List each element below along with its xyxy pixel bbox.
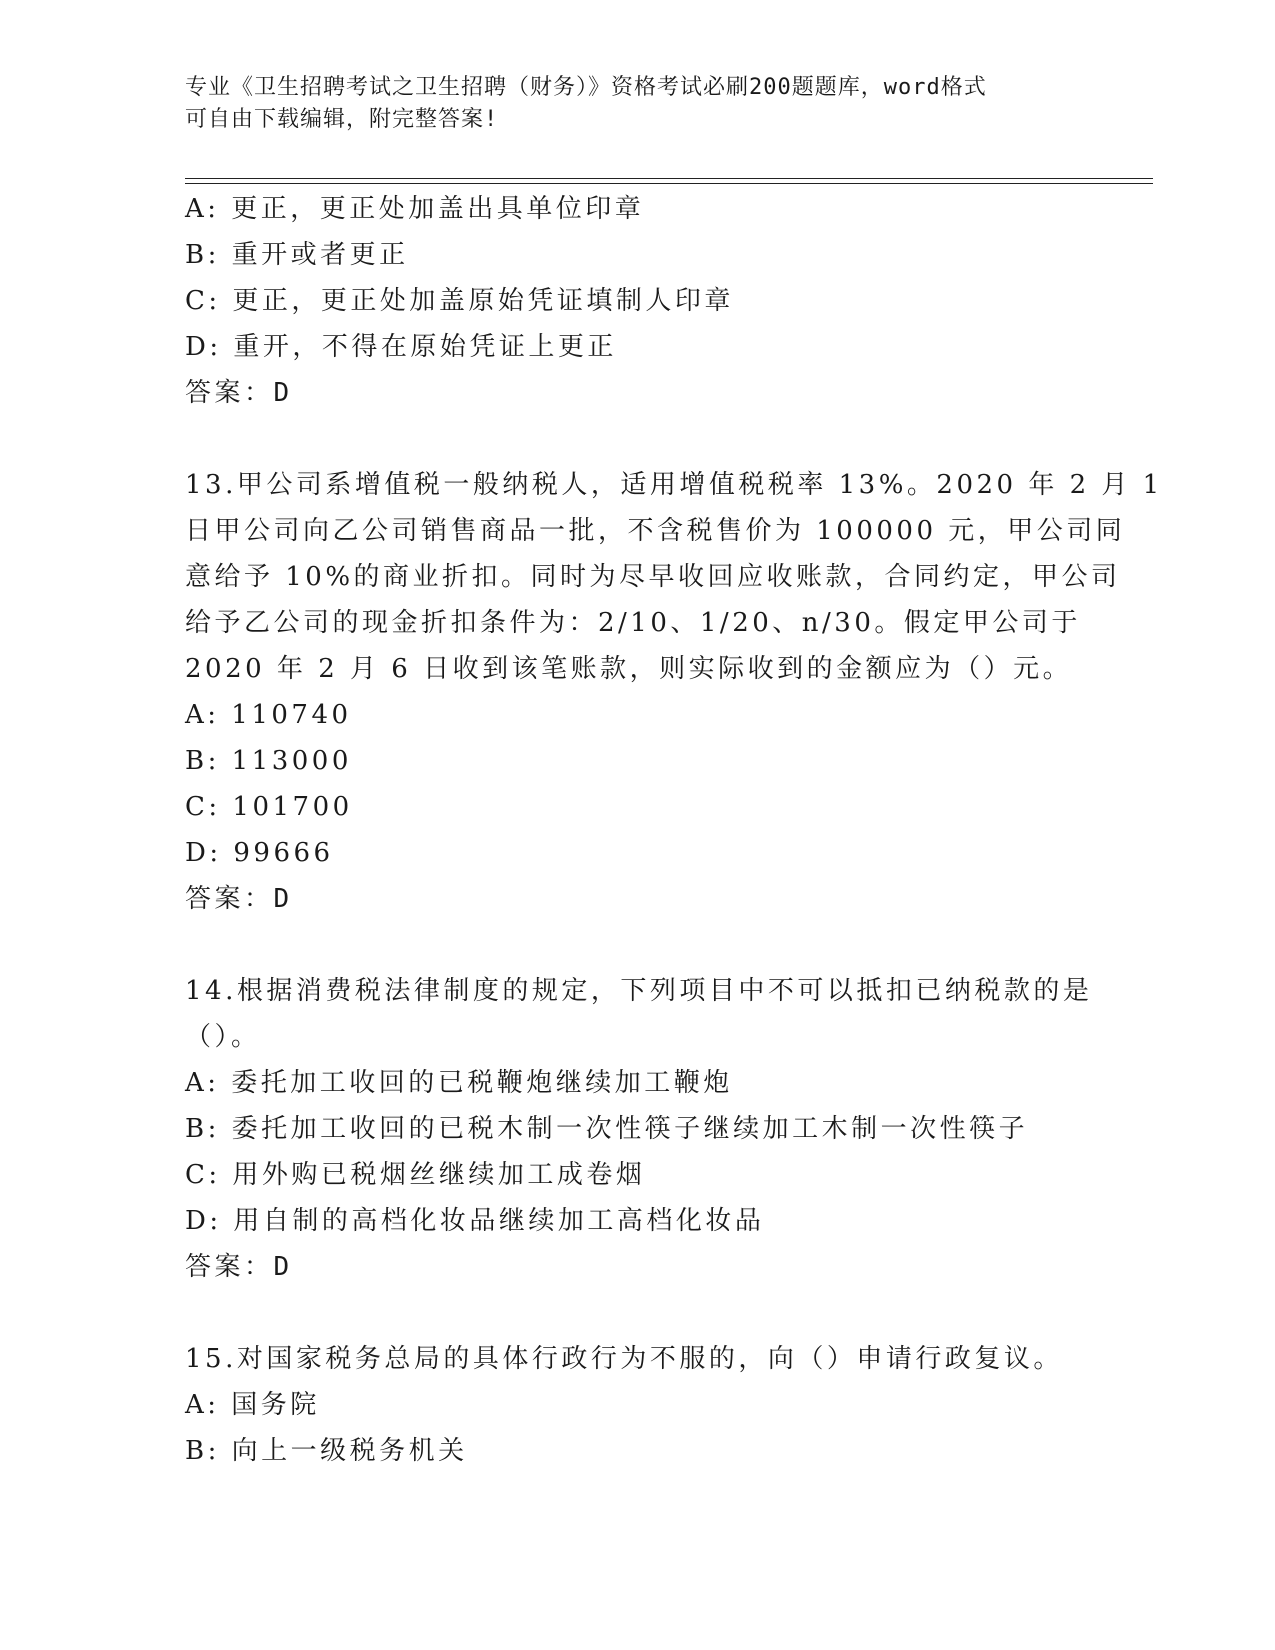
question-text-line: 14.根据消费税法律制度的规定，下列项目中不可以抵扣已纳税款的是 bbox=[185, 976, 1093, 1006]
option-b: B: 向上一级税务机关 bbox=[185, 1436, 468, 1466]
header-line-2: 可自由下载编辑，附完整答案! bbox=[185, 107, 499, 132]
option-a: A: 更正，更正处加盖出具单位印章 bbox=[185, 194, 645, 224]
question-text-line: 给予乙公司的现金折扣条件为：2/10、1/20、n/30。假定甲公司于 bbox=[185, 608, 1081, 638]
question-list bbox=[185, 186, 1163, 1474]
option-a: A: 110740 bbox=[185, 700, 352, 730]
answer-line: 答案：D bbox=[185, 378, 293, 408]
answer-line: 答案：D bbox=[185, 884, 293, 914]
question-text-line: （）。 bbox=[185, 1022, 261, 1052]
option-d: D: 用自制的高档化妆品继续加工高档化妆品 bbox=[185, 1206, 765, 1236]
question-text-line: 意给予 10%的商业折扣。同时为尽早收回应收账款，合同约定，甲公司 bbox=[185, 562, 1121, 592]
option-b: B: 113000 bbox=[185, 746, 352, 776]
option-a: A: 国务院 bbox=[185, 1390, 320, 1420]
answer-line: 答案：D bbox=[185, 1252, 293, 1282]
spacer bbox=[185, 922, 1085, 968]
option-c: C: 更正，更正处加盖原始凭证填制人印章 bbox=[185, 286, 734, 316]
option-d: D: 重开，不得在原始凭证上更正 bbox=[185, 332, 617, 362]
option-a: A: 委托加工收回的已税鞭炮继续加工鞭炮 bbox=[185, 1068, 733, 1098]
header-divider-bottom bbox=[185, 183, 1153, 184]
spacer bbox=[185, 1290, 1085, 1336]
question-13 bbox=[185, 462, 1163, 922]
question-12-tail bbox=[185, 186, 1085, 416]
spacer bbox=[185, 416, 1085, 462]
option-b: B: 重开或者更正 bbox=[185, 240, 409, 270]
option-d: D: 99666 bbox=[185, 838, 334, 868]
option-b: B: 委托加工收回的已税木制一次性筷子继续加工木制一次性筷子 bbox=[185, 1114, 1029, 1144]
question-text-line: 2020 年 2 月 6 日收到该笔账款，则实际收到的金额应为（）元。 bbox=[185, 654, 1073, 684]
question-text-line: 日甲公司向乙公司销售商品一批，不含税售价为 100000 元，甲公司同 bbox=[185, 516, 1126, 546]
question-14 bbox=[185, 968, 1093, 1290]
document-header bbox=[185, 72, 1085, 136]
option-c: C: 用外购已税烟丝继续加工成卷烟 bbox=[185, 1160, 646, 1190]
option-c: C: 101700 bbox=[185, 792, 353, 822]
question-text-line: 13.甲公司系增值税一般纳税人，适用增值税税率 13%。2020 年 2 月 1 bbox=[185, 470, 1163, 500]
header-divider-top bbox=[185, 178, 1153, 179]
header-line-1: 专业《卫生招聘考试之卫生招聘（财务）》资格考试必刷200题题库，word格式 bbox=[185, 75, 987, 100]
question-15 bbox=[185, 1336, 1085, 1474]
question-text-line: 15.对国家税务总局的具体行政行为不服的，向（）申请行政复议。 bbox=[185, 1344, 1063, 1374]
